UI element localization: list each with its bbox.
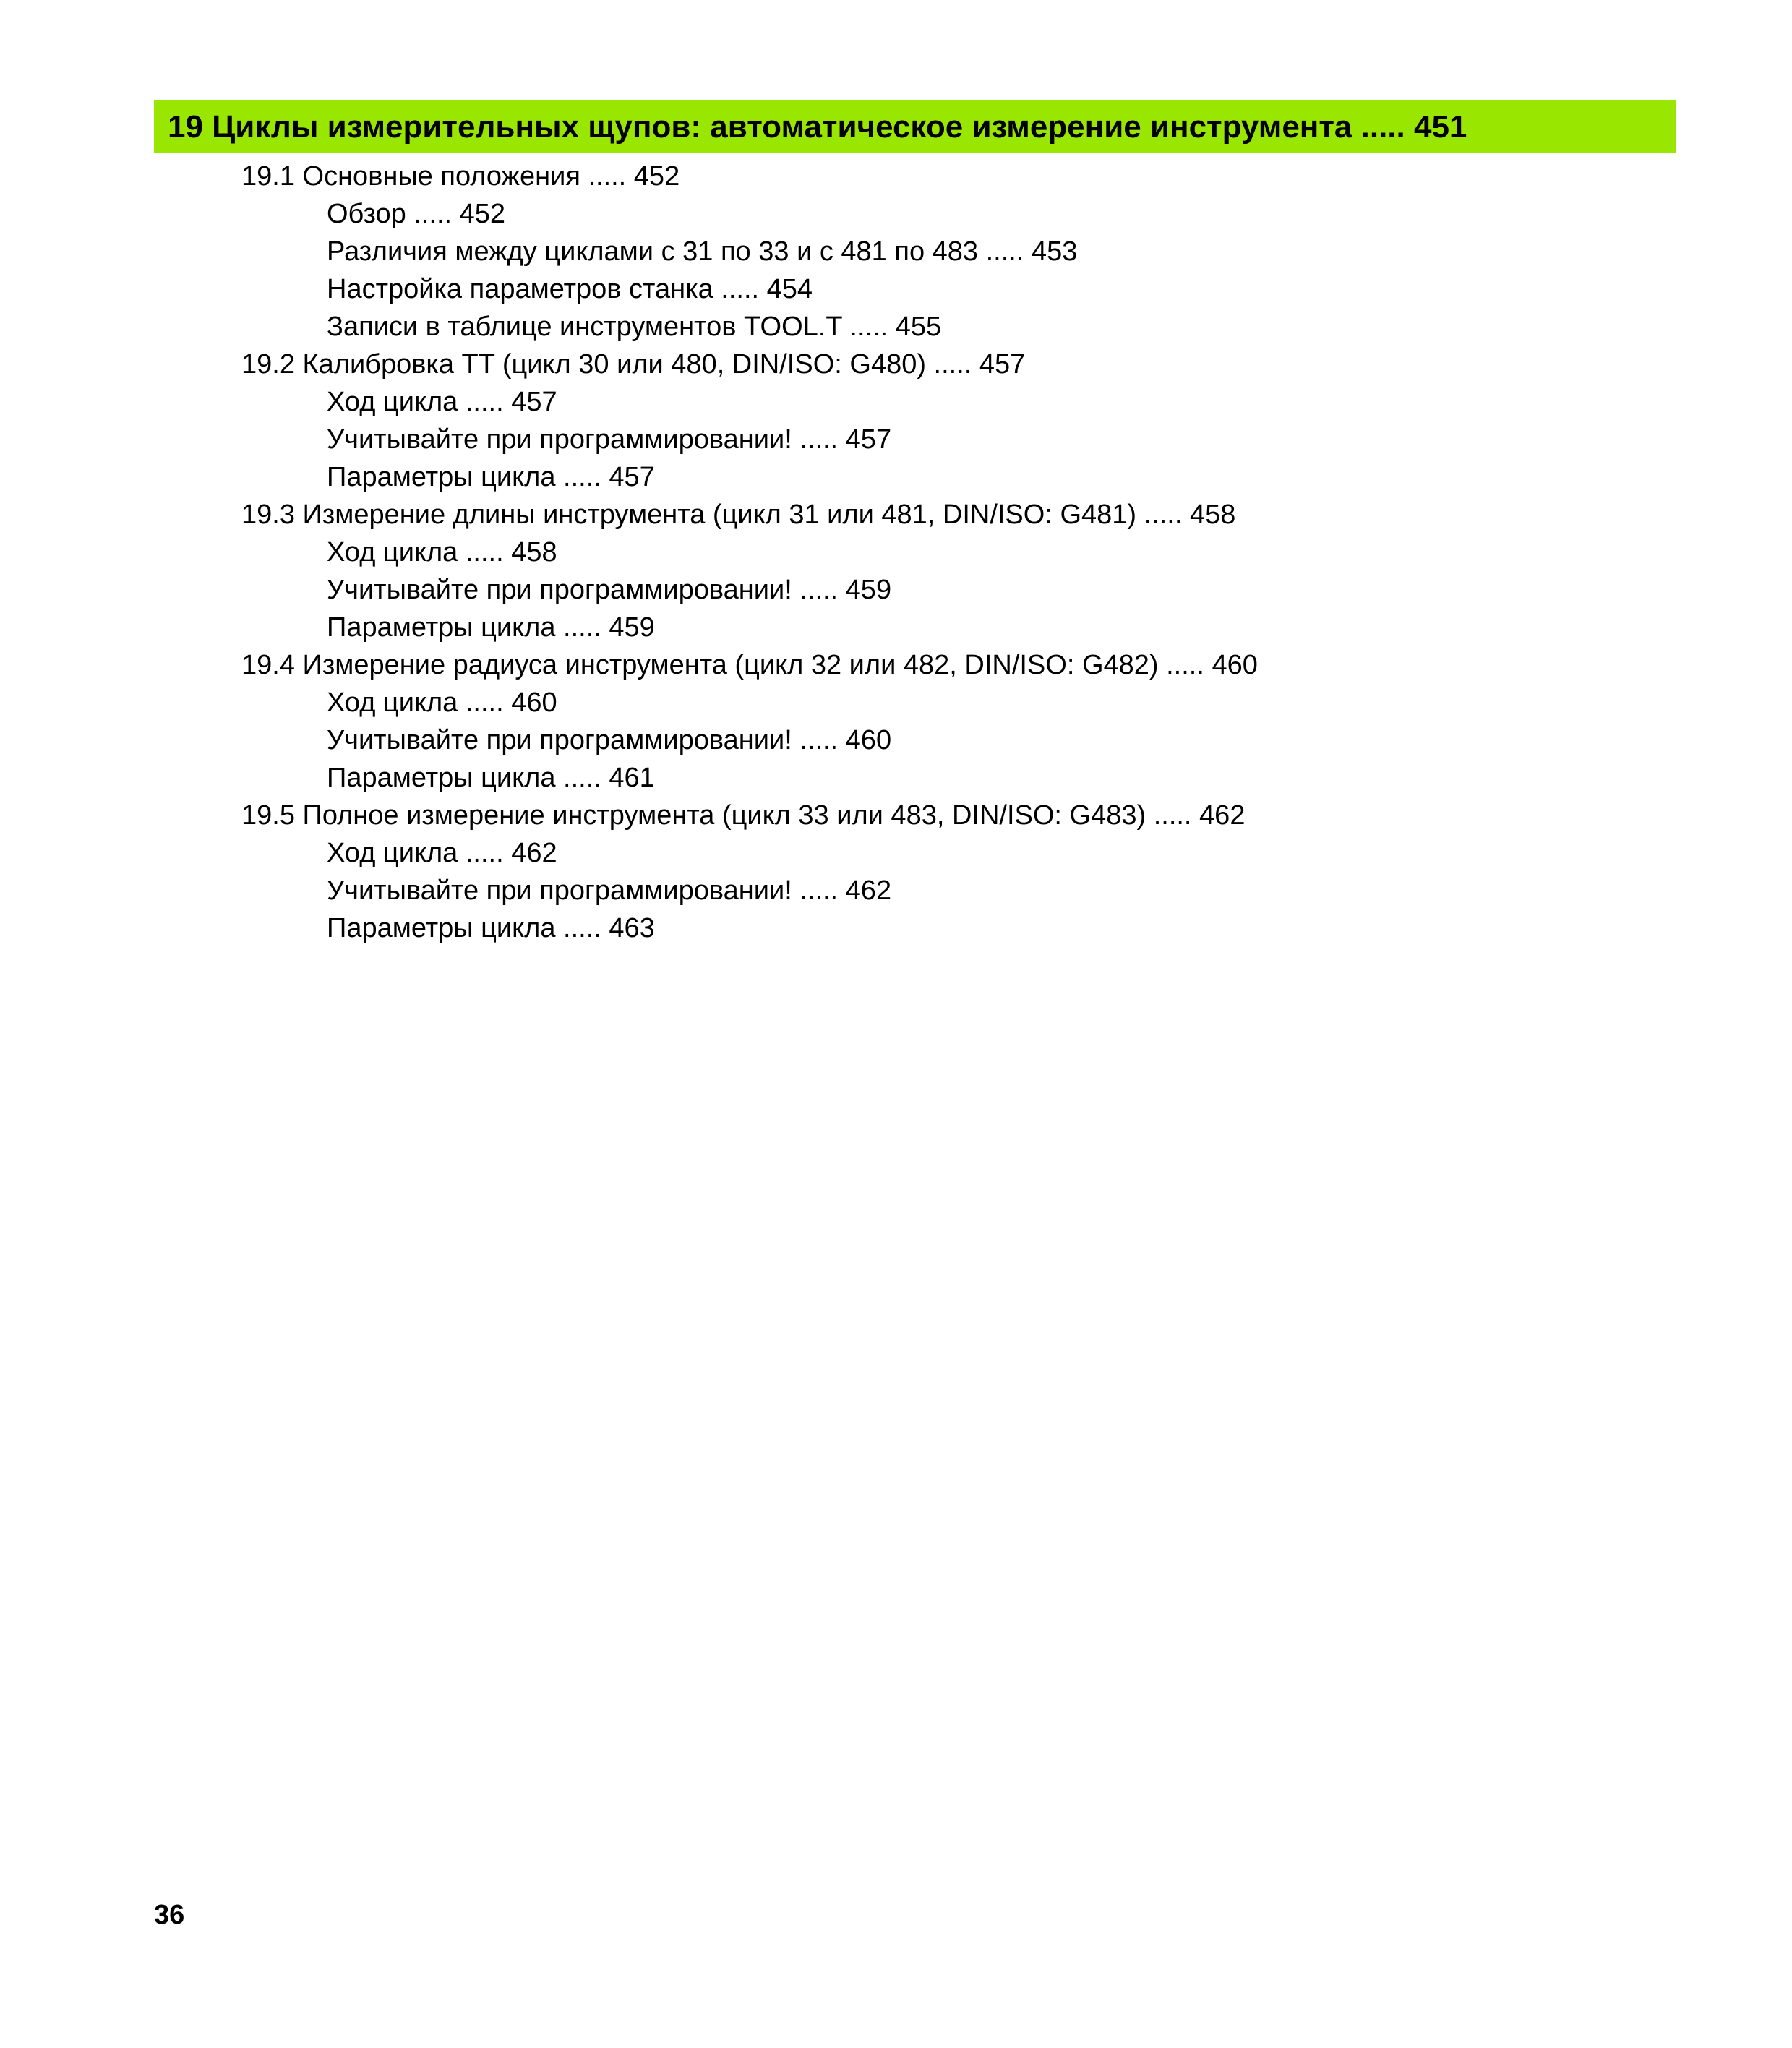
toc-subsection[interactable]: Учитывайте при программировании! ..... 460 [327, 725, 892, 755]
table-of-contents [0, 158, 1792, 947]
chapter-heading-bar [154, 100, 1676, 153]
toc-subsection[interactable]: Параметры цикла ..... 459 [327, 612, 655, 643]
toc-subsection[interactable]: Различия между циклами с 31 по 33 и с 481 по 483 ..... 453 [327, 236, 1078, 267]
toc-subsection[interactable]: Учитывайте при программировании! ..... 459 [327, 575, 892, 605]
toc-subsection[interactable]: Записи в таблице инструментов TOOL.T ..... 455 [327, 312, 942, 342]
toc-section-19-3[interactable]: 19.3 Измерение длины инструмента (цикл 31 или 481, DIN/ISO: G481) ..... 458 [241, 500, 1236, 530]
toc-subsection[interactable]: Ход цикла ..... 458 [327, 537, 557, 567]
toc-subsection[interactable]: Учитывайте при программировании! ..... 462 [327, 875, 892, 906]
toc-section-19-4[interactable]: 19.4 Измерение радиуса инструмента (цикл 32 или 482, DIN/ISO: G482) ..... 460 [241, 650, 1258, 680]
toc-subsection[interactable]: Ход цикла ..... 460 [327, 687, 557, 718]
toc-subsection[interactable]: Учитывайте при программировании! ..... 457 [327, 424, 892, 455]
toc-subsection[interactable]: Ход цикла ..... 457 [327, 387, 557, 417]
toc-subsection[interactable]: Ход цикла ..... 462 [327, 838, 557, 868]
chapter-title[interactable]: 19 Циклы измерительных щупов: автоматическое измерение инструмента ..... 451 [168, 108, 1467, 145]
toc-section-19-1[interactable]: 19.1 Основные положения ..... 452 [241, 161, 680, 192]
toc-section-19-2[interactable]: 19.2 Калибровка TT (цикл 30 или 480, DIN/ISO: G480) ..... 457 [241, 349, 1026, 380]
toc-subsection[interactable]: Параметры цикла ..... 463 [327, 913, 655, 943]
page-number: 36 [154, 1900, 185, 1930]
toc-subsection[interactable]: Параметры цикла ..... 461 [327, 763, 655, 793]
toc-subsection[interactable]: Обзор ..... 452 [327, 199, 506, 229]
toc-subsection[interactable]: Настройка параметров станка ..... 454 [327, 274, 813, 304]
toc-subsection[interactable]: Параметры цикла ..... 457 [327, 462, 655, 492]
toc-section-19-5[interactable]: 19.5 Полное измерение инструмента (цикл 33 или 483, DIN/ISO: G483) ..... 462 [241, 800, 1246, 831]
